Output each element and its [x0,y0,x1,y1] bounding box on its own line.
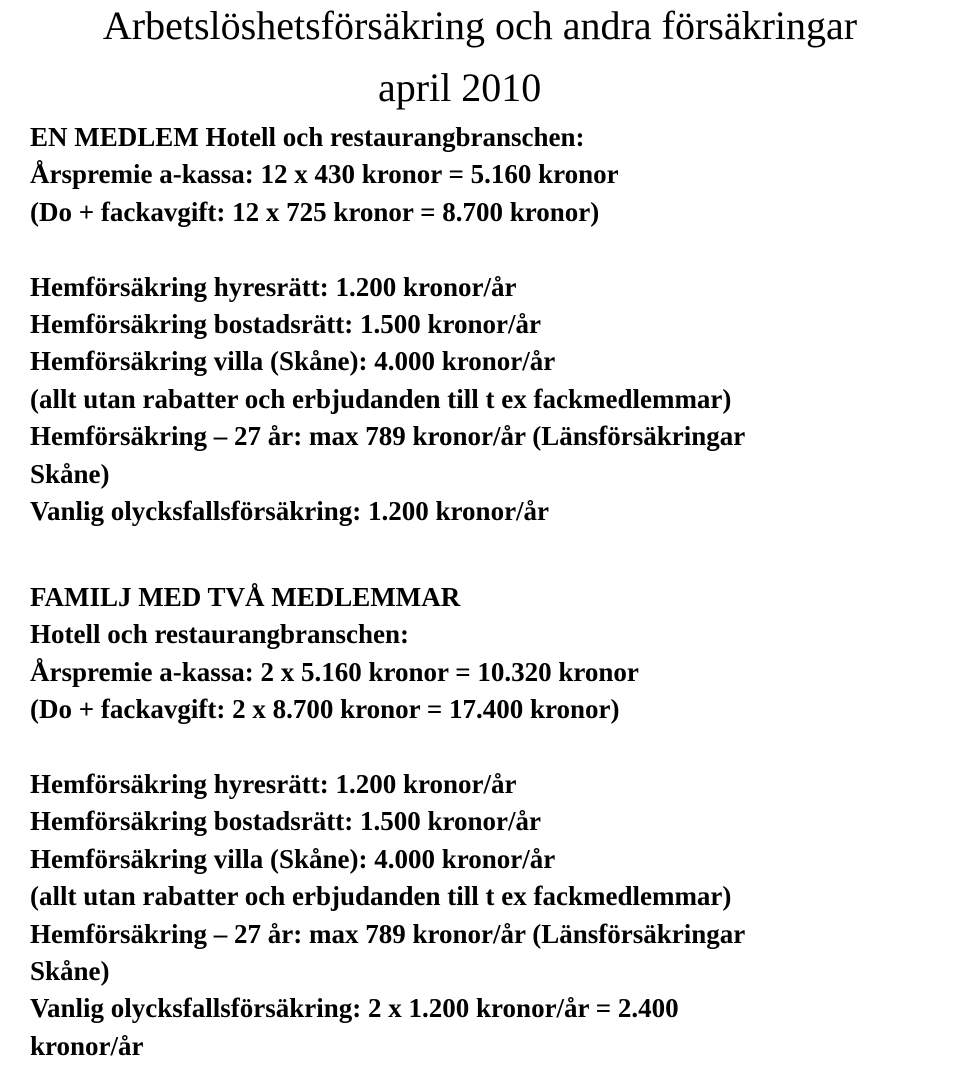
youth-home-insurance-line-cont: Skåne) [30,955,110,986]
section-heading: EN MEDLEM Hotell och restaurangbranschen: [30,122,585,152]
family-section [30,579,950,1065]
youth-home-insurance-line: Hemförsäkring – 27 år: max 789 kronor/år (Länsförsäkringar [30,421,746,452]
spacer [30,729,950,766]
home-insurance-condo-line: Hemförsäkring bostadsrätt: 1.500 kronor/år [30,308,541,339]
home-insurance-rent-line: Hemförsäkring hyresrätt: 1.200 kronor/år [30,271,517,302]
home-insurance-condo-line: Hemförsäkring bostadsrätt: 1.500 kronor/år [30,806,541,837]
discount-note-line: (allt utan rabatter och erbjudanden till t ex fackmedlemmar) [30,881,732,912]
unemployment-fee-line: Årspremie a-kassa: 2 x 5.160 kronor = 10.320 kronor [30,656,639,687]
union-fee-line: (Do + fackavgift: 2 x 8.700 kronor = 17.400 kronor) [30,694,620,725]
document-title: Arbetslöshetsförsäkring och andra försäkringar [102,3,858,48]
accident-insurance-line: Vanlig olycksfallsförsäkring: 2 x 1.200 kronor/år = 2.400 [30,993,679,1024]
youth-home-insurance-line: Hemförsäkring – 27 år: max 789 kronor/år (Länsförsäkringar [30,918,746,949]
branch-line: Hotell och restaurangbranschen: [30,619,409,650]
accident-insurance-line-cont: kronor/år [30,1030,144,1061]
home-insurance-villa-line: Hemförsäkring villa (Skåne): 4.000 kronor/år [30,843,556,874]
discount-note-line: (allt utan rabatter och erbjudanden till t ex fackmedlemmar) [30,383,732,414]
home-insurance-villa-line: Hemförsäkring villa (Skåne): 4.000 kronor/år [30,346,556,377]
unemployment-fee-line: Årspremie a-kassa: 12 x 430 kronor = 5.160 kronor [30,159,619,190]
home-insurance-rent-line: Hemförsäkring hyresrätt: 1.200 kronor/år [30,768,517,799]
union-fee-line: (Do + fackavgift: 12 x 725 kronor = 8.700 kronor) [30,196,600,227]
single-member-section [30,119,950,530]
spacer [30,231,950,268]
document-date: april 2010 [378,65,542,110]
section-heading: FAMILJ MED TVÅ MEDLEMMAR [30,582,461,612]
accident-insurance-line: Vanlig olycksfallsförsäkring: 1.200 kronor/år [30,495,550,526]
youth-home-insurance-line-cont: Skåne) [30,458,110,489]
